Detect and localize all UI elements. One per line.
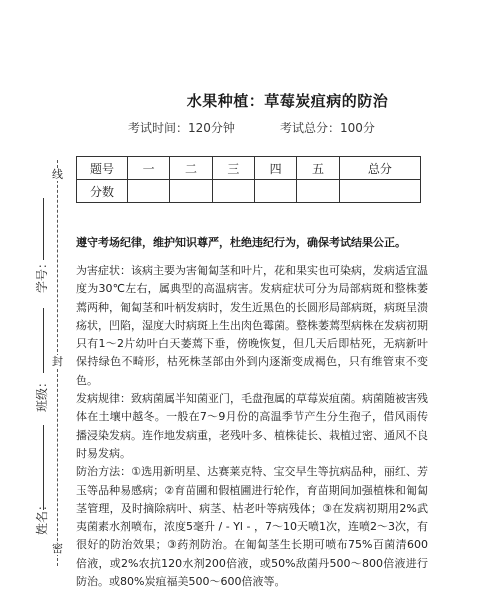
binding-margin xyxy=(0,0,75,566)
score-table xyxy=(76,156,421,203)
score-table-score-row xyxy=(77,180,421,203)
paragraph-symptoms: 为害症状：该病主要为害匍匐茎和叶片，花和果实也可染病，发病适宜温度为30℃左右，属典型的高温病害。发病症状可分为局部病斑和整株萎蔫两种，匍匐茎和叶柄发病时，发生近黑色的长圆形局部病斑，病斑呈溃疡状，凹陷，湿度大时病斑上生出肉色霉菌。整株萎蔫型病株在发病初期只有1～2片幼叶白天萎蔫下垂，傍晚恢复，但几天后即枯死，无病新叶保持绿色不畸形，枯死株茎部由外到内逐渐变成褐色，只有维管束不变色。 xyxy=(76,264,428,387)
header-cell: 总分 xyxy=(339,157,420,180)
class-underline xyxy=(43,308,44,373)
article-body xyxy=(76,262,428,591)
paragraph-pattern: 发病规律：致病菌属半知菌亚门，毛盘孢属的草莓炭疽菌。病菌随被害残体在土壤中越冬。一般在7～9月份的高温季节产生分生孢子，借风雨传播浸染发病。连作地发病重，老残叶多、植株徒长、栽植过密、通风不良时易发病。 xyxy=(76,392,428,460)
name-underline xyxy=(43,425,44,510)
class-label: 班级： xyxy=(35,375,49,412)
name-label: 姓名： xyxy=(35,498,49,535)
header-cell: 四 xyxy=(254,157,296,180)
score-cell[interactable] xyxy=(212,180,254,203)
score-cell[interactable] xyxy=(170,180,212,203)
header-cell: 题号 xyxy=(77,157,128,180)
header-cell: 一 xyxy=(128,157,170,180)
seal-char: 封 xyxy=(52,355,63,368)
score-cell[interactable] xyxy=(128,180,170,203)
score-table-header-row xyxy=(77,157,421,180)
header-cell: 三 xyxy=(212,157,254,180)
exam-rule-notice: 遵守考场纪律，维护知识尊严，杜绝违纪行为，确保考试结果公正。 xyxy=(76,236,406,249)
header-cell: 五 xyxy=(297,157,339,180)
seal-line-char-top: 线 xyxy=(52,168,63,181)
exam-time: 考试时间：120分钟 xyxy=(128,121,235,135)
exam-total: 考试总分：100分 xyxy=(280,121,375,135)
seal-line-char-bottom: 密 xyxy=(52,542,63,555)
student-id-label: 学号： xyxy=(35,256,49,293)
student-id-underline xyxy=(43,198,44,260)
paragraph-control: 防治方法：①选用新明星、达赛莱克特、宝交早生等抗病品种，丽红、芳玉等品种易感病；②育苗圃和假植圃进行轮作，育苗期间加强植株和匍匐茎管理，及时摘除病叶、病茎、枯老叶等病残体；③在发病初期用2%武夷菌素水剂喷布，浓度5毫升 / - Yl - ，7～10天喷1次，连喷2～3次，有很好的防治效果；③药剂防治。在匍匐茎生长期可喷布75%百菌清600倍液，或2%农抗120水剂200倍液，或50%敌菌丹500～800倍液进行防治。或80%炭疽福美500～600倍液等。 xyxy=(76,465,428,589)
score-cell[interactable] xyxy=(297,180,339,203)
page-title: 水果种植：草莓炭疽病的防治 xyxy=(186,92,389,110)
score-cell[interactable] xyxy=(339,180,420,203)
score-row-label: 分数 xyxy=(77,180,128,203)
score-cell[interactable] xyxy=(254,180,296,203)
header-cell: 二 xyxy=(170,157,212,180)
